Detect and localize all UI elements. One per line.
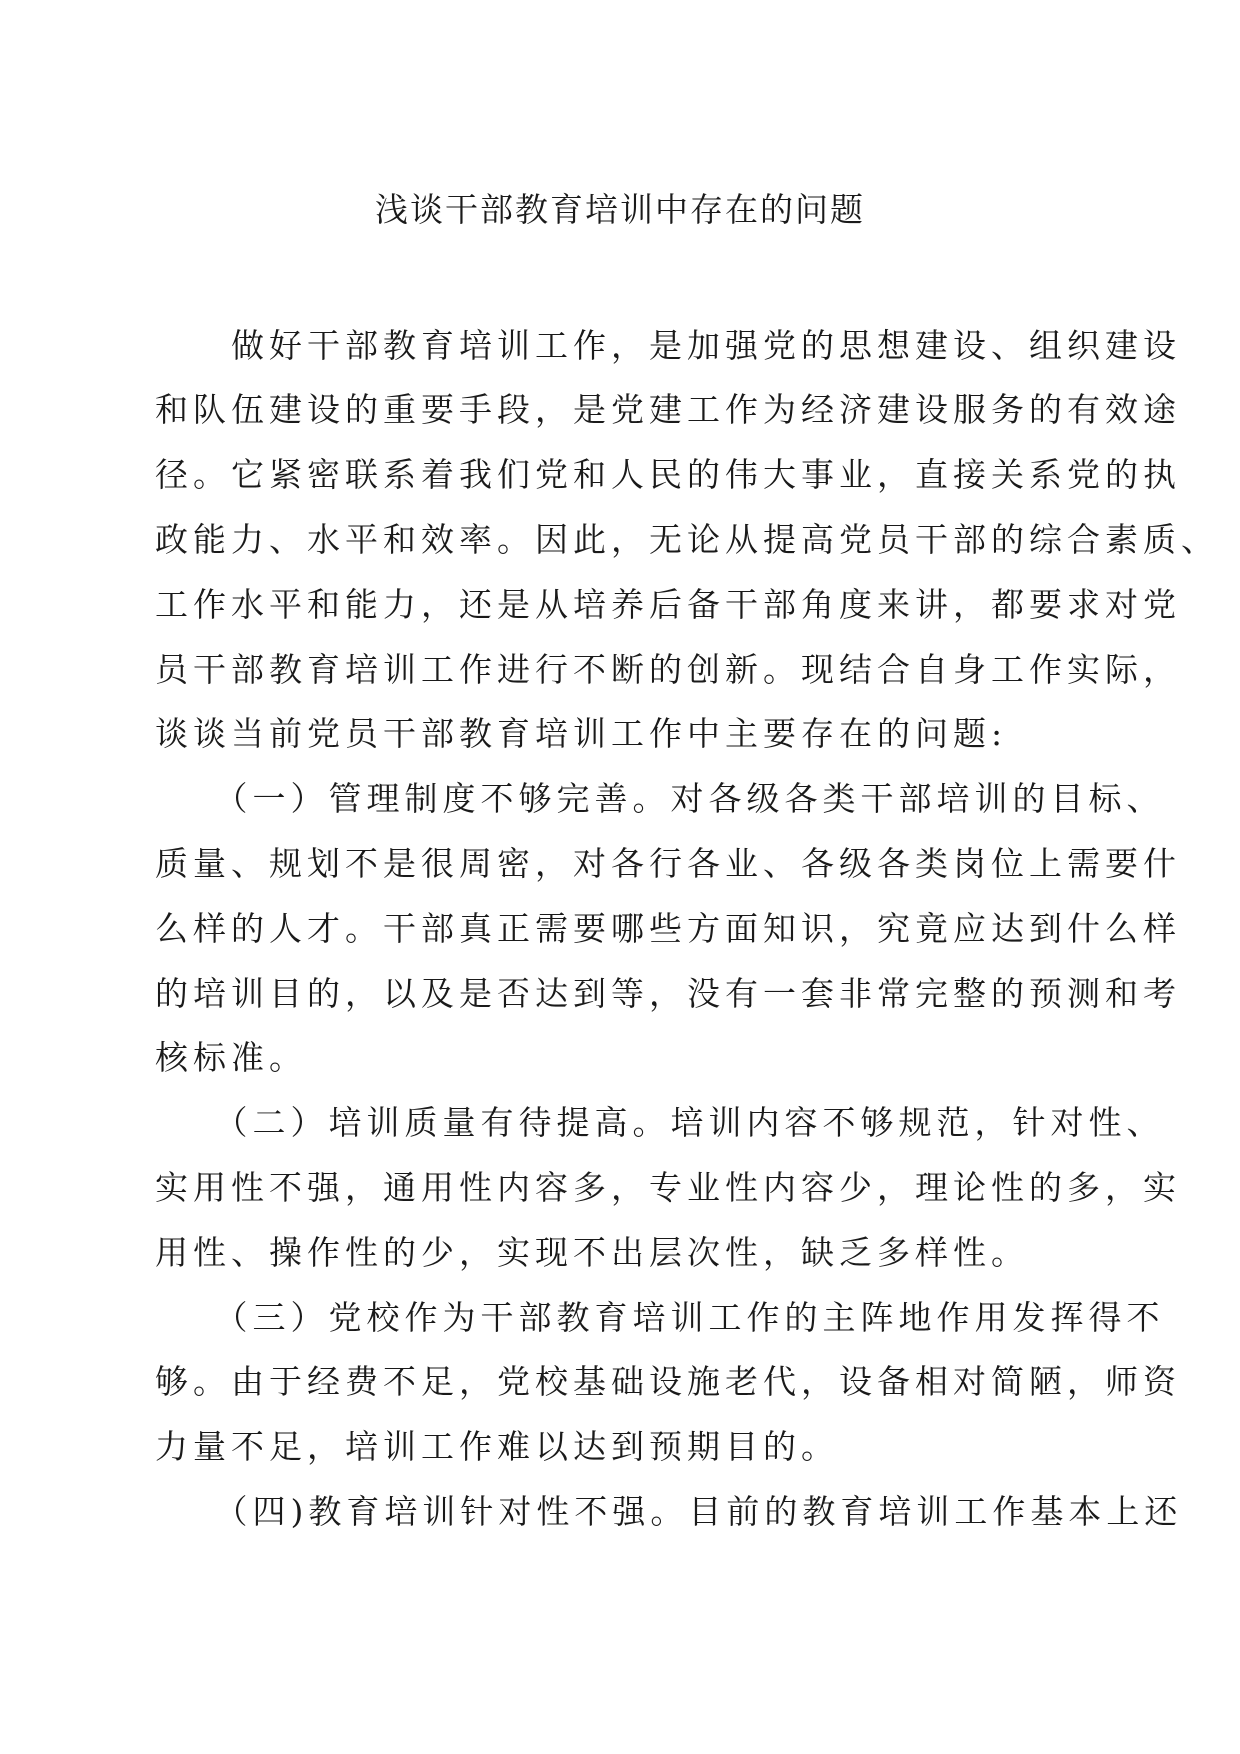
text-line: （一）管理制度不够完善。对各级各类干部培训的目标、 <box>155 779 1165 818</box>
text-line: 的培训目的，以及是否达到等，没有一套非常完整的预测和考 <box>155 974 1181 1013</box>
text-line: 径。它紧密联系着我们党和人民的伟大事业，直接关系党的执 <box>155 455 1181 494</box>
text-line: 用性、操作性的少，实现不出层次性，缺乏多样性。 <box>155 1233 1029 1272</box>
text-line: 实用性不强，通用性内容多，专业性内容少，理论性的多，实 <box>155 1168 1181 1207</box>
text-line: 工作水平和能力，还是从培养后备干部角度来讲，都要求对党 <box>155 585 1181 624</box>
text-line: 够。由于经费不足，党校基础设施老代，设备相对简陋，师资 <box>155 1362 1181 1401</box>
text-line: 政能力、水平和效率。因此，无论从提高党员干部的综合素质、 <box>155 520 1219 559</box>
text-line: 么样的人才。干部真正需要哪些方面知识，究竟应达到什么样 <box>155 909 1181 948</box>
text-line: 质量、规划不是很周密，对各行各业、各级各类岗位上需要什 <box>155 844 1181 883</box>
text-line: （二）培训质量有待提高。培训内容不够规范，针对性、 <box>155 1103 1165 1142</box>
text-line: 谈谈当前党员干部教育培训工作中主要存在的问题: <box>155 714 1008 753</box>
text-line: 力量不足，培训工作难以达到预期目的。 <box>155 1427 839 1466</box>
text-line: （四)教育培训针对性不强。目前的教育培训工作基本上还 <box>155 1492 1183 1531</box>
text-line: 和队伍建设的重要手段，是党建工作为经济建设服务的有效途 <box>155 390 1181 429</box>
page-title: 浅谈干部教育培训中存在的问题 <box>375 190 865 229</box>
text-line: 核标准。 <box>155 1038 307 1077</box>
text-line: （三）党校作为干部教育培训工作的主阵地作用发挥得不 <box>155 1298 1165 1337</box>
text-line: 做好干部教育培训工作，是加强党的思想建设、组织建设 <box>155 326 1181 365</box>
text-line: 员干部教育培训工作进行不断的创新。现结合自身工作实际， <box>155 650 1181 689</box>
